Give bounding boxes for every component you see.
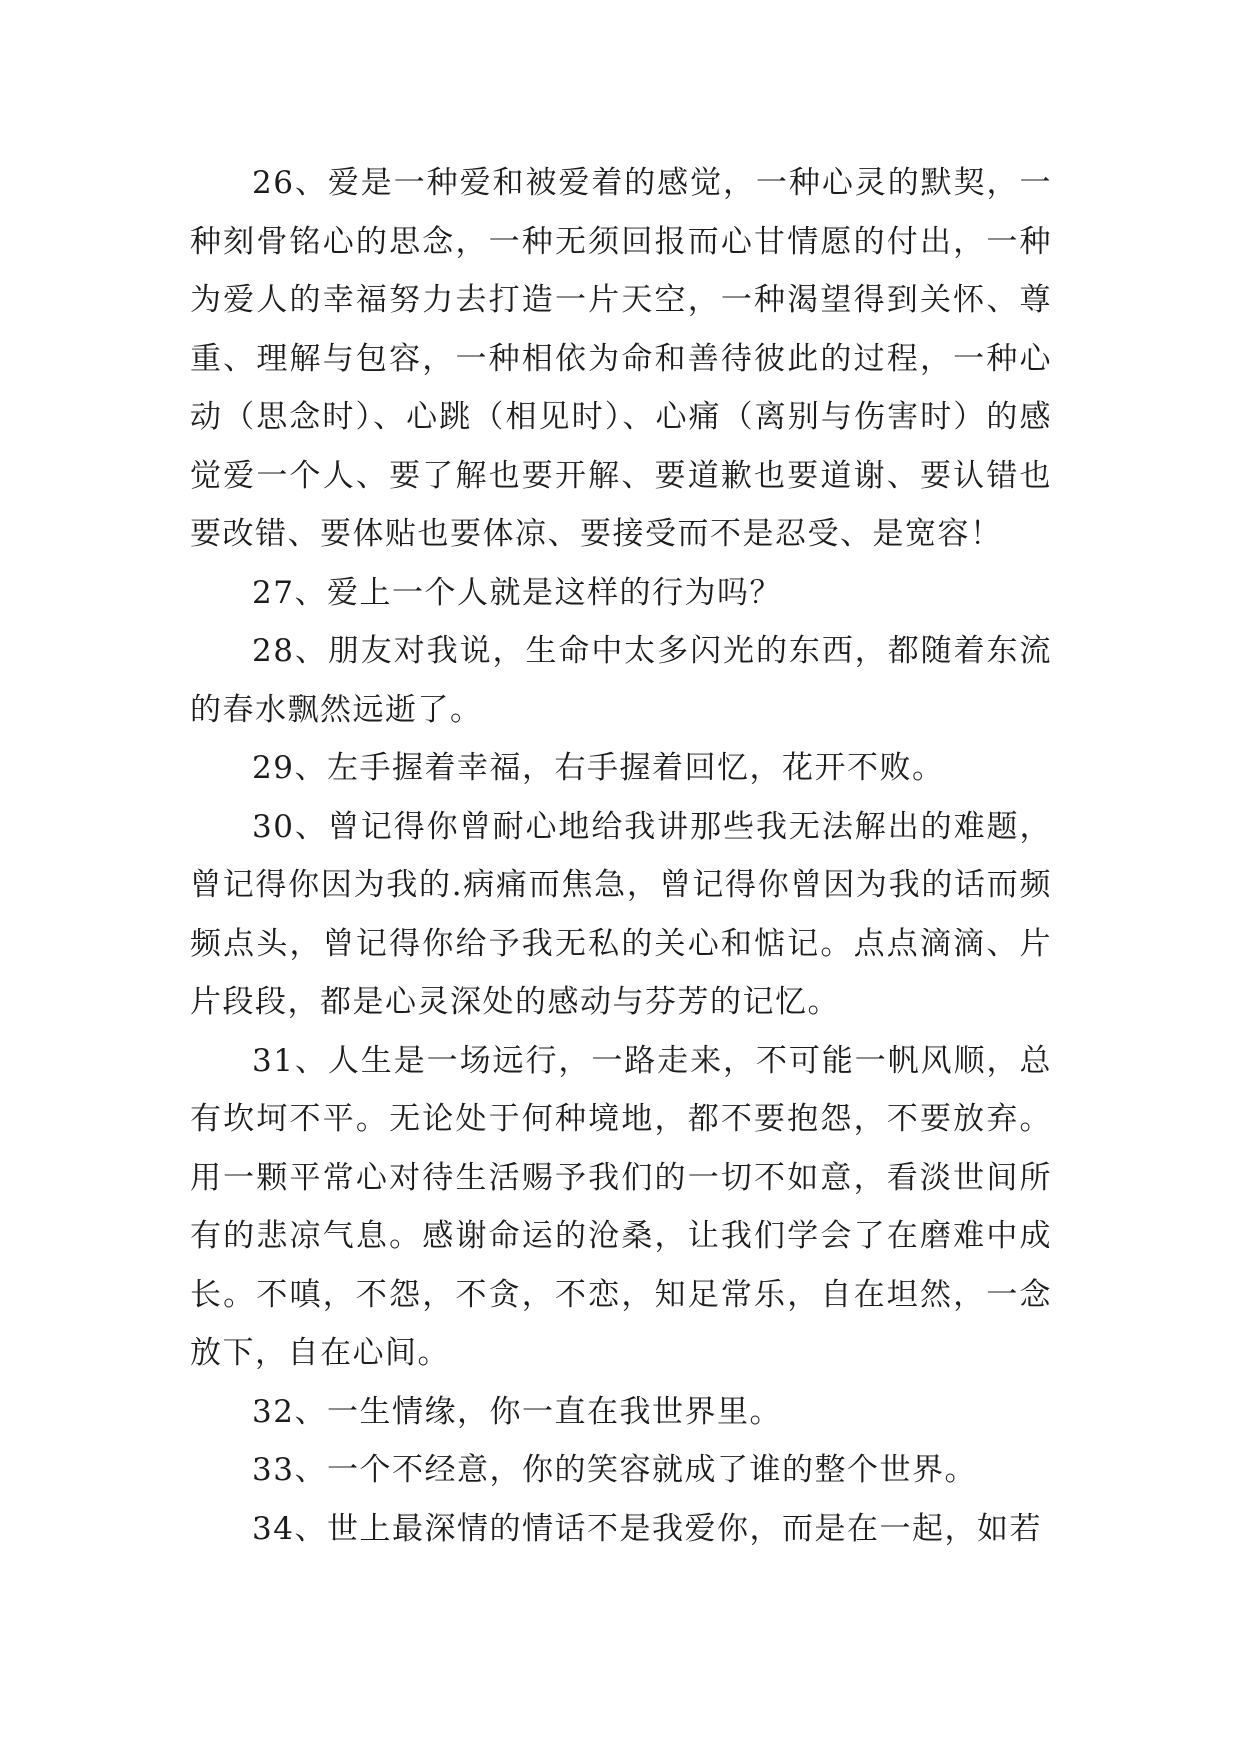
paragraph-34: 34、世上最深情的情话不是我爱你，而是在一起，如若 [252,1510,1042,1547]
paragraph-26: 26、爱是一种爱和被爱着的感觉，一种心灵的默契，一种刻骨铭心的思念，一种无须回报而心甘情愿的付出，一种为爱人的幸福努力去打造一片天空，一种渴望得到关怀、尊重、理解与包容，一种相依为命和善待彼此的过程，一种心动（思念时）、心跳（相见时）、心痛（离别与伤害时）的感觉爱一个人、要了解也要开解、要道歉也要道谢、要认错也要改错、要体贴也要体凉、要接受而不是忍受、是宽容！ [190,165,1052,552]
paragraph-30: 30、曾记得你曾耐心地给我讲那些我无法解出的难题，曾记得你因为我的.病痛而焦急，曾记得你曾因为我的话而频频点头，曾记得你给予我无私的关心和惦记。点点滴滴、片片段段，都是心灵深处的感动与芬芳的记忆。 [190,808,1052,1020]
paragraph-29: 29、左手握着幸福，右手握着回忆，花开不败。 [252,750,945,786]
paragraph-31: 31、人生是一场远行，一路走来，不可能一帆风顺，总有坎坷不平。无论处于何种境地，都不要抱怨，不要放弃。用一颗平常心对待生活赐予我们的一切不如意，看淡世间所有的悲凉气息。感谢命运的沧桑，让我们学会了在磨难中成长。不嗔，不怨，不贪，不恋，知足常乐，自在坦然，一念放下，自在心间。 [190,1042,1052,1371]
paragraph-33: 33、一个不经意，你的笑容就成了谁的整个世界。 [252,1452,977,1488]
paragraph-32: 32、一生情缘，你一直在我世界里。 [252,1393,782,1430]
document-body [190,154,1052,1558]
paragraph-27: 27、爱上一个人就是这样的行为吗？ [252,574,782,611]
paragraph-28: 28、朋友对我说，生命中太多闪光的东西，都随着东流的春水飘然远逝了。 [190,633,1052,728]
